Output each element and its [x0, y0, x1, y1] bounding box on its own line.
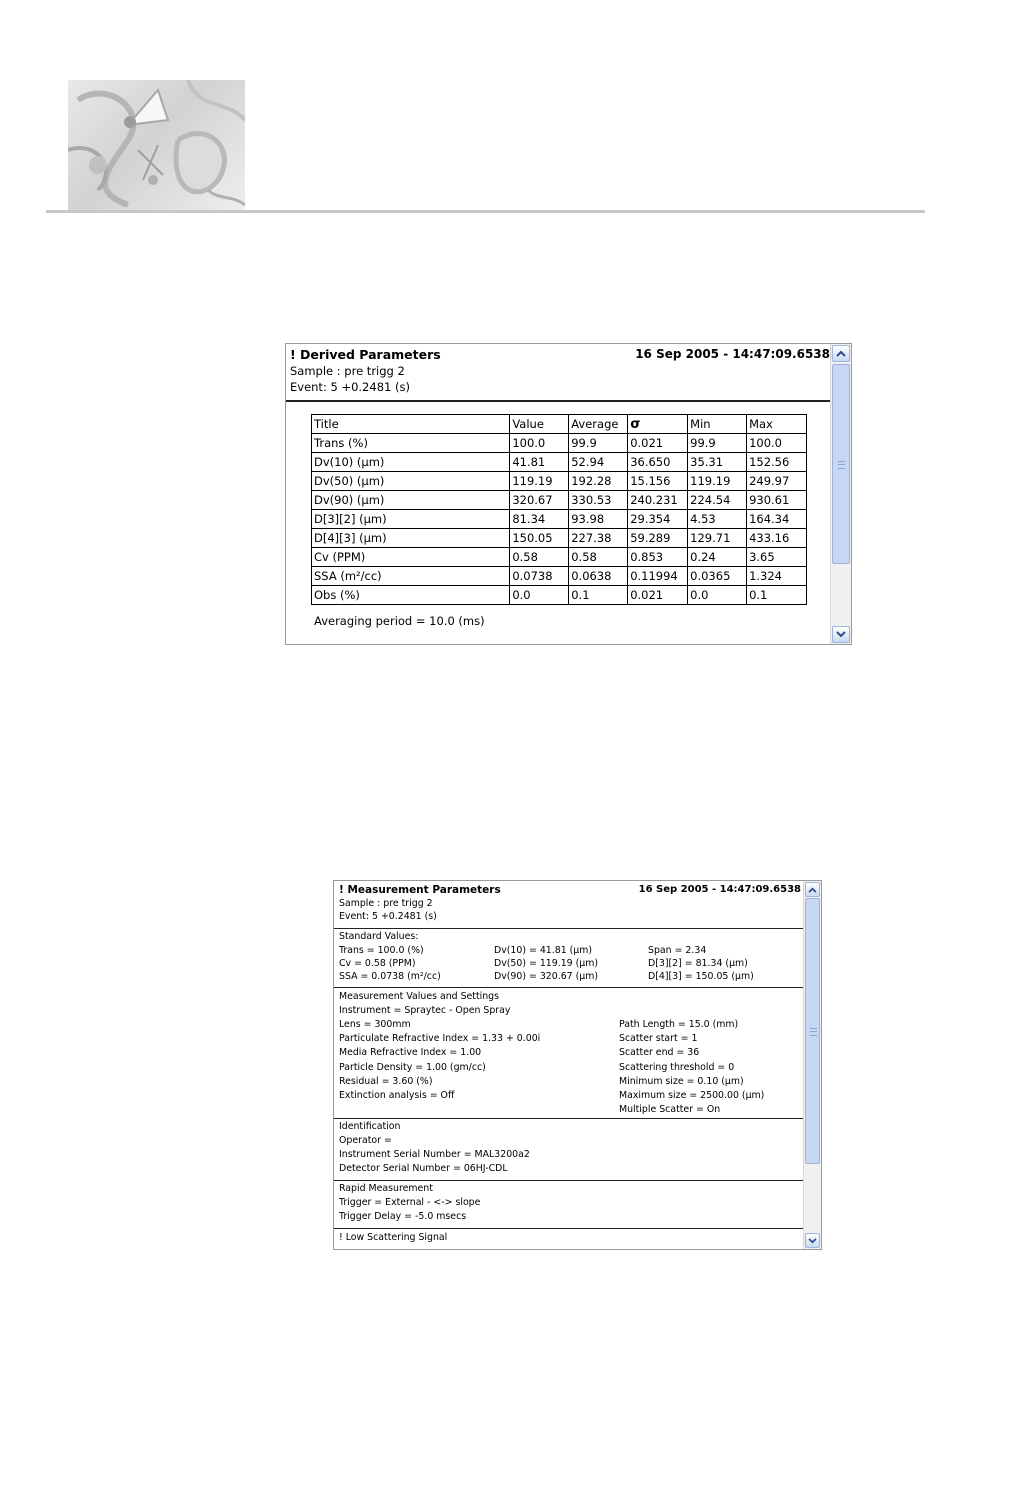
averaging-period-label: Averaging period = 10.0 (ms)	[314, 614, 485, 628]
vertical-scrollbar[interactable]	[803, 881, 821, 1249]
scroll-down-button[interactable]	[805, 1233, 820, 1248]
event-label: Event: 5 +0.2481 (s)	[339, 911, 437, 922]
table-cell: Trans (%)	[312, 434, 510, 453]
table-cell: 224.54	[688, 491, 747, 510]
identification-value: Instrument Serial Number = MAL3200a2	[339, 1149, 530, 1160]
header-rule	[46, 210, 925, 213]
table-cell: 0.0365	[688, 567, 747, 586]
standard-value: Span = 2.34	[648, 945, 707, 956]
table-cell: 320.67	[510, 491, 569, 510]
standard-value: SSA = 0.0738 (m²/cc)	[339, 971, 441, 982]
section-separator	[334, 1180, 803, 1181]
setting-value: Media Refractive Index = 1.00	[339, 1047, 482, 1058]
standard-value: D[4][3] = 150.05 (µm)	[648, 971, 754, 982]
table-cell: 3.65	[747, 548, 807, 567]
instrument-label: Instrument = Spraytec - Open Spray	[339, 1005, 511, 1016]
table-cell: 433.16	[747, 529, 807, 548]
setting-value: Lens = 300mm	[339, 1019, 411, 1030]
setting-value: Residual = 3.60 (%)	[339, 1076, 433, 1087]
scroll-thumb[interactable]	[832, 364, 850, 564]
column-header-sigma: σ	[628, 415, 688, 434]
identification-value: Operator =	[339, 1135, 392, 1146]
grip-icon	[838, 461, 845, 469]
derived-parameters-panel	[285, 343, 852, 645]
table-cell: Dv(10) (µm)	[312, 453, 510, 472]
scroll-thumb[interactable]	[805, 898, 820, 1164]
settings-heading: Measurement Values and Settings	[339, 991, 500, 1002]
table-cell: 150.05	[510, 529, 569, 548]
logo-artwork	[68, 80, 245, 211]
table-cell: 164.34	[747, 510, 807, 529]
section-separator	[334, 987, 803, 988]
setting-value: Multiple Scatter = On	[619, 1104, 721, 1115]
setting-value: Minimum size = 0.10 (µm)	[619, 1076, 744, 1087]
decorative-logo	[68, 80, 245, 211]
table-cell: 0.021	[628, 434, 688, 453]
table-cell: 0.853	[628, 548, 688, 567]
measurement-parameters-datetime: 16 Sep 2005 - 14:47:09.6538	[638, 884, 801, 895]
chevron-up-icon	[836, 350, 846, 357]
chevron-up-icon	[808, 887, 817, 893]
column-header: Min	[688, 415, 747, 434]
table-cell: SSA (m²/cc)	[312, 567, 510, 586]
rapid-value: Trigger Delay = -5.0 msecs	[339, 1211, 467, 1222]
table-row	[312, 491, 807, 510]
table-cell: 36.650	[628, 453, 688, 472]
table-cell: 0.0	[510, 586, 569, 605]
warning-message: ! Low Scattering Signal	[339, 1232, 448, 1243]
table-cell: 15.156	[628, 472, 688, 491]
setting-value: Scatter start = 1	[619, 1033, 698, 1044]
table-cell: 0.11994	[628, 567, 688, 586]
table-row	[312, 548, 807, 567]
section-separator	[334, 1228, 803, 1229]
table-cell: 100.0	[747, 434, 807, 453]
standard-value: D[3][2] = 81.34 (µm)	[648, 958, 748, 969]
table-cell: 930.61	[747, 491, 807, 510]
table-cell: 0.0738	[510, 567, 569, 586]
table-cell: 0.1	[747, 586, 807, 605]
standard-value: Dv(90) = 320.67 (µm)	[494, 971, 599, 982]
standard-values-heading: Standard Values:	[339, 931, 419, 942]
chevron-down-icon	[808, 1238, 817, 1244]
table-cell: 192.28	[569, 472, 628, 491]
event-label: Event: 5 +0.2481 (s)	[290, 380, 410, 394]
grip-icon	[810, 1028, 817, 1036]
table-cell: Cv (PPM)	[312, 548, 510, 567]
table-cell: 330.53	[569, 491, 628, 510]
table-cell: 152.56	[747, 453, 807, 472]
derived-parameters-title: ! Derived Parameters	[290, 347, 441, 362]
setting-value: Extinction analysis = Off	[339, 1090, 455, 1101]
table-cell: Dv(50) (µm)	[312, 472, 510, 491]
setting-value: Particulate Refractive Index = 1.33 + 0.00i	[339, 1033, 541, 1044]
measurement-parameters-header	[339, 883, 801, 927]
table-row	[312, 453, 807, 472]
setting-value: Maximum size = 2500.00 (µm)	[619, 1090, 765, 1101]
setting-value: Scatter end = 36	[619, 1047, 700, 1058]
table-cell: 119.19	[688, 472, 747, 491]
column-header: Max	[747, 415, 807, 434]
chevron-down-icon	[836, 631, 846, 638]
table-cell: 0.021	[628, 586, 688, 605]
rapid-heading: Rapid Measurement	[339, 1183, 433, 1194]
derived-parameters-header	[290, 346, 830, 400]
column-header: Average	[569, 415, 628, 434]
table-cell: 99.9	[569, 434, 628, 453]
sample-label: Sample : pre trigg 2	[339, 898, 433, 909]
table-cell: 35.31	[688, 453, 747, 472]
table-row	[312, 510, 807, 529]
table-row	[312, 529, 807, 548]
vertical-scrollbar[interactable]	[830, 344, 851, 644]
table-cell: 81.34	[510, 510, 569, 529]
derived-parameters-table	[311, 414, 807, 605]
table-row	[312, 567, 807, 586]
column-header: Title	[312, 415, 510, 434]
measurement-parameters-title: ! Measurement Parameters	[339, 884, 501, 896]
table-cell: 0.0638	[569, 567, 628, 586]
table-cell: 99.9	[688, 434, 747, 453]
scroll-up-button[interactable]	[832, 345, 850, 362]
section-separator	[334, 1118, 803, 1119]
table-row	[312, 586, 807, 605]
setting-value: Particle Density = 1.00 (gm/cc)	[339, 1062, 486, 1073]
identification-heading: Identification	[339, 1121, 401, 1132]
scroll-down-button[interactable]	[832, 626, 850, 643]
sample-label: Sample : pre trigg 2	[290, 364, 405, 378]
table-cell: D[3][2] (µm)	[312, 510, 510, 529]
table-cell: 52.94	[569, 453, 628, 472]
table-cell: 0.1	[569, 586, 628, 605]
column-header: Value	[510, 415, 569, 434]
table-cell: 1.324	[747, 567, 807, 586]
scroll-up-button[interactable]	[805, 882, 820, 897]
standard-value: Dv(10) = 41.81 (µm)	[494, 945, 593, 956]
setting-value: Path Length = 15.0 (mm)	[619, 1019, 739, 1030]
table-cell: 129.71	[688, 529, 747, 548]
table-cell: 0.58	[569, 548, 628, 567]
table-cell: 93.98	[569, 510, 628, 529]
table-cell: 0.24	[688, 548, 747, 567]
table-cell: 41.81	[510, 453, 569, 472]
section-separator	[334, 928, 803, 929]
table-cell: 100.0	[510, 434, 569, 453]
table-cell: 29.354	[628, 510, 688, 529]
table-cell: 249.97	[747, 472, 807, 491]
table-cell: 227.38	[569, 529, 628, 548]
setting-value: Scattering threshold = 0	[619, 1062, 735, 1073]
derived-parameters-datetime: 16 Sep 2005 - 14:47:09.6538	[635, 347, 830, 361]
table-cell: 4.53	[688, 510, 747, 529]
table-header-row	[312, 415, 807, 434]
standard-value: Trans = 100.0 (%)	[339, 945, 424, 956]
table-cell: 240.231	[628, 491, 688, 510]
table-cell: 0.0	[688, 586, 747, 605]
table-cell: Dv(90) (µm)	[312, 491, 510, 510]
table-row	[312, 434, 807, 453]
measurement-parameters-panel	[333, 880, 822, 1250]
standard-value: Dv(50) = 119.19 (µm)	[494, 958, 599, 969]
table-cell: 59.289	[628, 529, 688, 548]
header-separator	[286, 400, 831, 402]
table-cell: Obs (%)	[312, 586, 510, 605]
table-cell: D[4][3] (µm)	[312, 529, 510, 548]
standard-value: Cv = 0.58 (PPM)	[339, 958, 416, 969]
rapid-value: Trigger = External - <-> slope	[339, 1197, 481, 1208]
table-cell: 0.58	[510, 548, 569, 567]
table-row	[312, 472, 807, 491]
table-cell: 119.19	[510, 472, 569, 491]
identification-value: Detector Serial Number = 06HJ-CDL	[339, 1163, 508, 1174]
